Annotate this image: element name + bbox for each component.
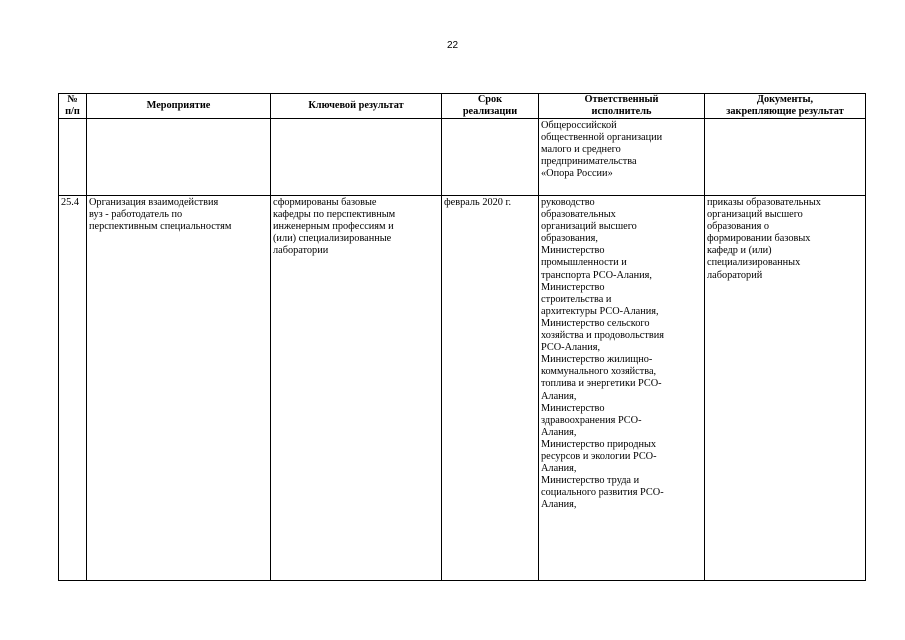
table-row: [59, 196, 866, 581]
page-number: 22: [446, 40, 459, 51]
header-responsible: Ответственный исполнитель: [539, 94, 705, 119]
cell-deadline: февраль 2020 г.: [442, 196, 539, 581]
cell-deadline: [442, 119, 539, 196]
cell-documents: приказы образовательных организаций высшего образования о формировании базовых кафедр и (или) специализированных лабораторий: [705, 196, 866, 581]
header-documents: Документы, закрепляющие результат: [705, 94, 866, 119]
cell-event: Организация взаимодействия вуз - работодатель по перспективным специальностям: [87, 196, 271, 581]
cell-event: [87, 119, 271, 196]
header-key-result: Ключевой результат: [271, 94, 442, 119]
header-deadline: Срок реализации: [442, 94, 539, 119]
cell-responsible: Общероссийской общественной организации малого и среднего предпринимательства «Опора России»: [539, 119, 705, 196]
cell-key-result: [271, 119, 442, 196]
header-num: № п/п: [59, 94, 87, 119]
cell-num: 25.4: [59, 196, 87, 581]
cell-documents: [705, 119, 866, 196]
cell-key-result: сформированы базовые кафедры по перспективным инженерным профессиям и (или) специализированные лаборатории: [271, 196, 442, 581]
cell-num: [59, 119, 87, 196]
table-row: [59, 119, 866, 196]
header-event: Мероприятие: [87, 94, 271, 119]
table-header-row: [59, 94, 866, 119]
measures-table: [58, 93, 866, 581]
cell-responsible: руководство образовательных организаций высшего образования, Министерство промышленности и транспорта РСО-Алания, Министерство строительства и архитектуры РСО-Алания, Министерство сельского хозяйства и продовольствия РСО-Алания, Министерство жилищно- коммунального хозяйства, топлива и энергетики РСО- Алания, Министерство здравоохранения РСО- Алания, Министерство природных ресурсов и экологии РСО- Алания, Министерство труда и социального развития РСО- Алания,: [539, 196, 705, 581]
